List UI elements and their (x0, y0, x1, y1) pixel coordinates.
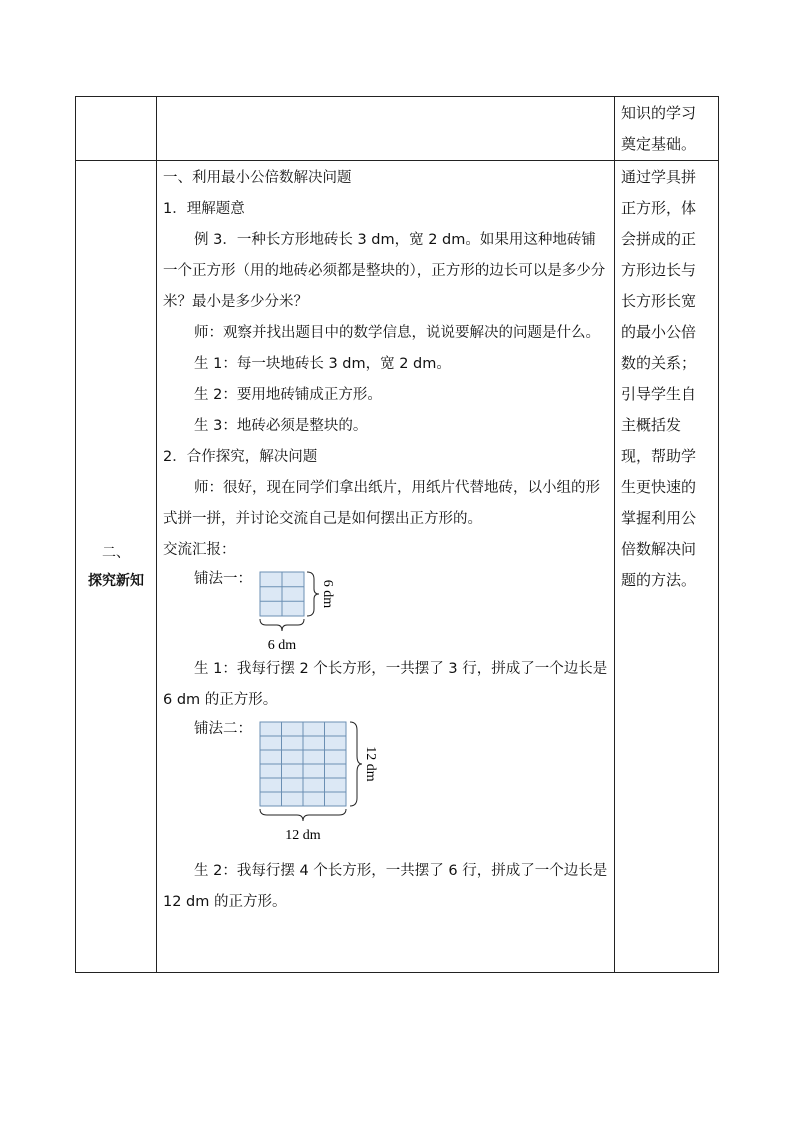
teacher-line: 师：很好，现在同学们拿出纸片，用纸片代替地砖，以小组的形式拼一拼，并讨论交流自己是如何摆出正方形的。 (163, 480, 600, 527)
stage-title: 探究新知 (88, 572, 144, 589)
stage-cell (76, 97, 157, 161)
tile (282, 764, 304, 778)
method2-diagram (223, 716, 443, 856)
step-heading: 1．理解题意 (163, 201, 245, 217)
stage-number: 二、 (102, 544, 130, 561)
teacher-line: 师：观察并找出题目中的数学信息，说说要解决的问题是什么。 (194, 325, 600, 341)
tile (282, 778, 304, 792)
stage-cell (76, 161, 157, 973)
side-brace (350, 722, 362, 806)
method1-bottom-label: 6 dm (267, 638, 297, 653)
tile (325, 736, 347, 750)
method1-side-label: 6 dm (320, 579, 335, 609)
student-line: 生 2：要用地砖铺成正方形。 (194, 387, 382, 403)
method1-label: 铺法一： (194, 571, 252, 587)
method2-bottom-label: 12 dm (285, 828, 321, 843)
tile (260, 750, 282, 764)
tile (282, 792, 304, 806)
notes-cell: 通过学具拼正方形，体会拼成的正方形边长与长方形长宽的最小公倍数的关系；引导学生自主概括发现，帮助学生更快速的掌握利用公倍数解决问题的方法。 (615, 161, 719, 973)
student-line: 生 1：每一块地砖长 3 dm，宽 2 dm。 (194, 356, 451, 372)
content-cell (157, 97, 615, 161)
section-title: 一、利用最小公倍数解决问题 (163, 170, 352, 186)
tile (325, 764, 347, 778)
table-row (76, 97, 719, 161)
tile (325, 722, 347, 736)
tile (260, 792, 282, 806)
tile (282, 750, 304, 764)
tile (303, 778, 325, 792)
tile (303, 764, 325, 778)
tile (325, 792, 347, 806)
tile (303, 736, 325, 750)
bottom-brace (260, 619, 304, 631)
tile (303, 792, 325, 806)
method1-figure (163, 566, 610, 654)
student-answer: 生 1：我每行摆 2 个长方形，一共摆了 3 行，拼成了一个边长是 6 dm 的正方形。 (163, 661, 608, 708)
tile (303, 750, 325, 764)
table-row (76, 161, 719, 973)
method2-figure (163, 716, 610, 856)
tile (260, 764, 282, 778)
tile-grid (260, 722, 346, 806)
tile (325, 778, 347, 792)
student-line: 生 3：地砖必须是整块的。 (194, 418, 368, 434)
notes-cell: 知识的学习奠定基础。 (615, 97, 719, 161)
method2-side-label: 12 dm (363, 746, 378, 782)
tile (303, 722, 325, 736)
step-heading: 2．合作探究，解决问题 (163, 449, 318, 465)
student-answer: 生 2：我每行摆 4 个长方形，一共摆了 6 行，拼成了一个边长是 12 dm 的正方形。 (163, 863, 608, 910)
tile (282, 736, 304, 750)
tile (260, 736, 282, 750)
lesson-plan-table (75, 96, 719, 973)
example-text: 例 3．一种长方形地砖长 3 dm，宽 2 dm。如果用这种地砖铺一个正方形（用的地砖必须都是整块的），正方形的边长可以是多少分米？最小是多少分米？ (163, 232, 606, 310)
side-brace (307, 572, 319, 616)
report-label: 交流汇报： (163, 542, 236, 558)
tile (260, 778, 282, 792)
method1-diagram (223, 566, 423, 654)
method2-label: 铺法二： (194, 721, 252, 737)
tile (282, 722, 304, 736)
tile (260, 722, 282, 736)
bottom-brace (260, 809, 346, 821)
tile (325, 750, 347, 764)
content-cell (157, 161, 615, 973)
